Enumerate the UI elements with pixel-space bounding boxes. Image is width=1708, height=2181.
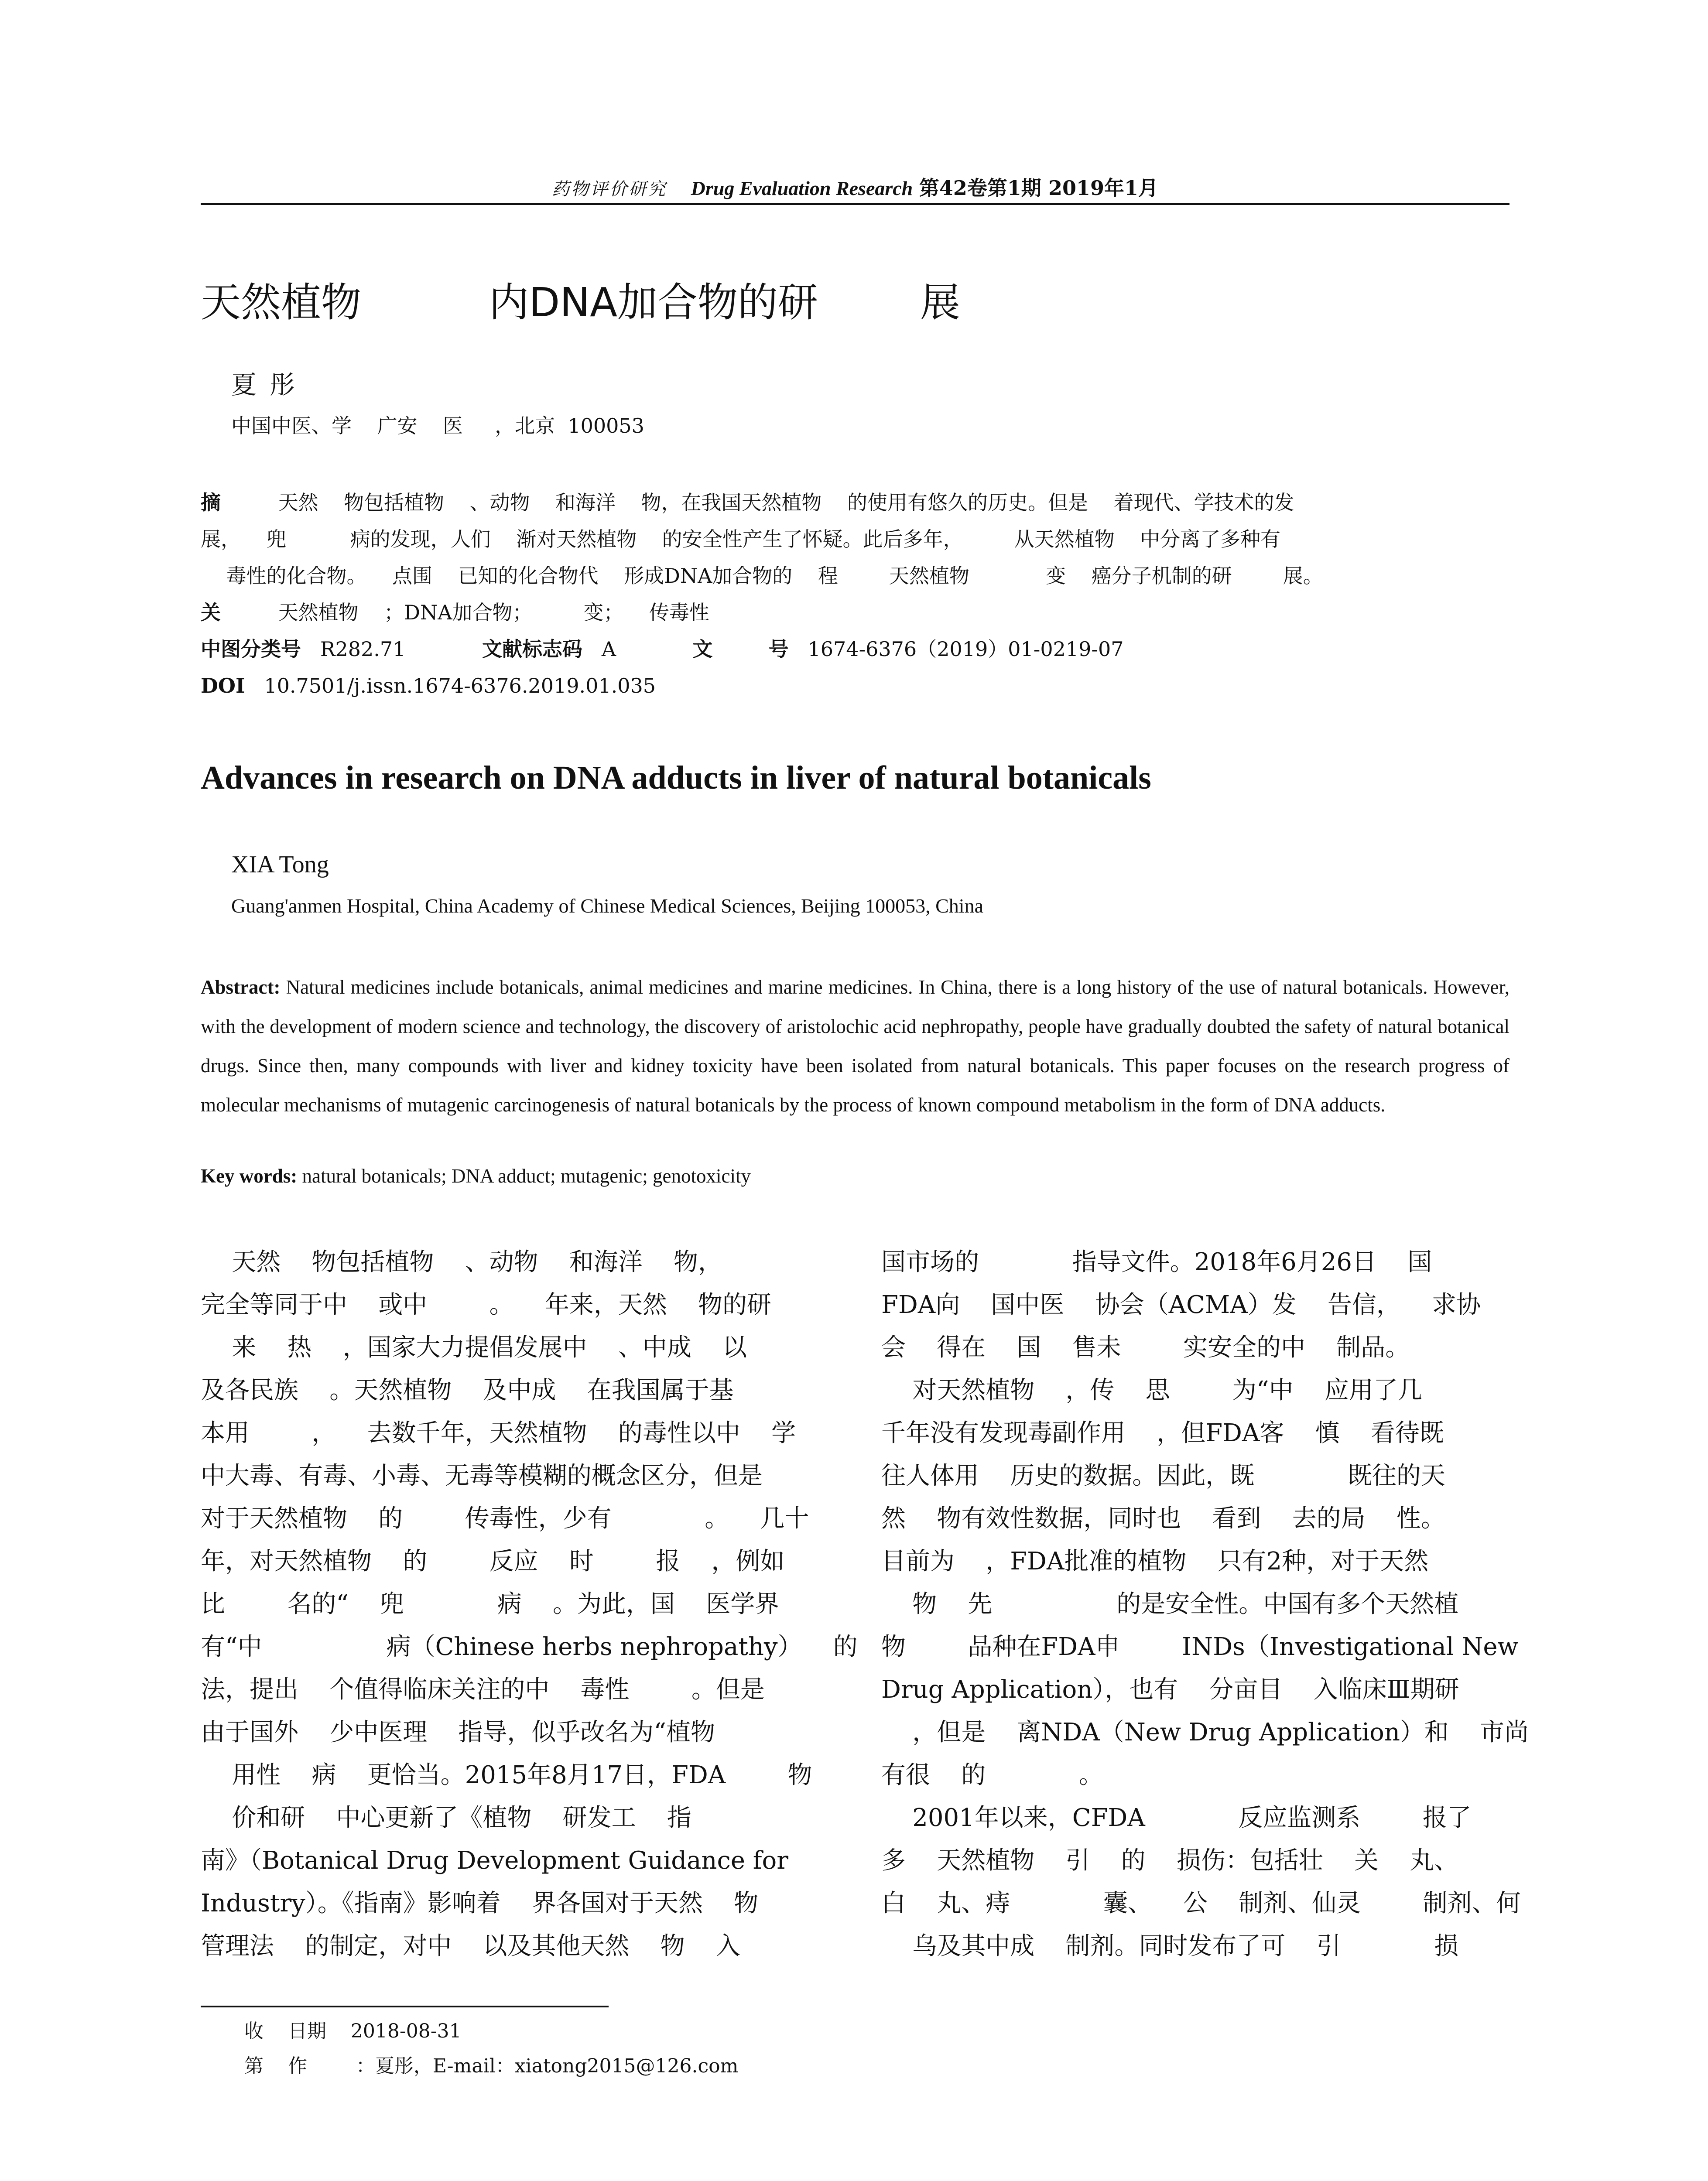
abstract-zh-line: 摘 天然 物包括植物 、动物 和海洋 物，在我国天然植物 的使用有悠久的历史。但是 着现代、学技术的发 — [201, 491, 1294, 514]
body-line: 及各民族 。天然植物 及中成 在我国属于基 — [201, 1376, 734, 1405]
abstract-zh-line: 毒性的化合物。 点围 已知的化合物代 形成DNA加合物的 程 天然植物 变 癌分子机制的研 展。 — [201, 564, 1323, 588]
received-date: 收 日期 2018-08-31 — [244, 2020, 462, 2042]
keywords-en — [201, 1165, 751, 1187]
body-line: ，但是 离NDA（New Drug Application）和 市尚 — [881, 1718, 1529, 1747]
doc-code-value: A — [601, 637, 616, 661]
body-line: 来 热 ，国家大力提倡发展中 、中成 以 — [201, 1333, 747, 1362]
abstract-en-label: Abstract: — [201, 976, 281, 998]
body-line: 南》（Botanical Drug Development Guidance for — [201, 1846, 789, 1875]
body-line: 完全等同于中 或中 。 年来，天然 物的研 — [201, 1291, 772, 1319]
affiliation-en: Guang'anmen Hospital, China Academy of Chinese Medical Sciences, Beijing 100053, China — [231, 895, 983, 917]
body-line: 往人体用 历史的数据。因此，既 既往的天 — [881, 1462, 1445, 1490]
body-line: 对于天然植物 的 传毒性，少有 。 几十 — [201, 1504, 809, 1533]
body-line: 物 先 的是安全性。中国有多个天然植 — [881, 1590, 1459, 1618]
abstract-zh-label: 摘 — [201, 491, 221, 514]
article-number-value: 1674-6376（2019）01-0219-07 — [808, 637, 1124, 661]
body-line: 2001年以来，CFDA 反应监测系 报了 — [881, 1804, 1472, 1832]
keywords-en-label: Key words: — [201, 1165, 298, 1187]
abstract-en — [201, 967, 1509, 1125]
body-line: Drug Application），也有 分亩目 入临床Ⅲ期研 — [881, 1675, 1459, 1704]
body-line: 价和研 中心更新了《植物 研发工 指 — [201, 1804, 691, 1832]
body-line: 然 物有效性数据，同时也 看到 去的局 性。 — [881, 1504, 1445, 1533]
first-author-note: 第 作 ：夏彤，E-mail：xiatong2015@126.com — [244, 2055, 739, 2077]
abstract-en-text: Natural medicines include botanicals, animal medicines and marine medicines. In China, there is a long history of the use of natural botanicals. However, with the development of modern science and technology, the discovery of aristolochic acid nephropathy, people have gradually doubted the safety of natural botanical drugs. Since then, many compounds with liver and kidney toxicity have been isolated from natural botanicals. This paper focuses on the research progress of molecular mechanisms of mutagenic carcinogenesis of natural botanicals by the process of known compound metabolism in the form of DNA adducts. — [201, 976, 1509, 1116]
classification-line — [201, 631, 1509, 667]
author-en: XIA Tong — [231, 851, 329, 878]
footnote-rule — [201, 2006, 609, 2007]
body-line: 天然 物包括植物 、动物 和海洋 物， — [201, 1248, 723, 1276]
body-line: 乌及其中成 制剂。同时发布了可 引 损 — [881, 1932, 1459, 1960]
doi-label: DOI — [201, 674, 245, 697]
journal-logo: 药物评价研究 — [552, 179, 667, 199]
doc-code-label: 文献标志码 — [482, 637, 582, 661]
body-line: 国市场的 指导文件。2018年6月26日 国 — [881, 1248, 1432, 1276]
header-rule — [201, 203, 1509, 205]
body-line: 有很 的 。 — [881, 1761, 1103, 1789]
body-line: 中大毒、有毒、小毒、无毒等模糊的概念区分，但是 — [201, 1462, 763, 1490]
abstract-zh-line: 展， 兜 病的发现，人们 渐对天然植物 的安全性产生了怀疑。此后多年， 从天然植物 中分离了多种有 — [201, 527, 1281, 551]
body-line: FDA向 国中医 协会（ACMA）发 告信， 求协 — [881, 1291, 1481, 1319]
doi-line — [201, 667, 1509, 704]
clc-value: R282.71 — [320, 637, 406, 661]
body-line: 本用 ， 去数千年，天然植物 的毒性以中 学 — [201, 1419, 796, 1447]
body-line: 用性 病 更恰当。2015年8月17日，FDA 物 — [201, 1761, 812, 1789]
body-left-column — [201, 1241, 858, 1968]
affiliation-zh: 中国中医、学 广安 医 ，北京 100053 — [231, 414, 644, 438]
journal-title: Drug Evaluation Research — [691, 177, 913, 199]
clc-label: 中图分类号 — [201, 637, 301, 661]
body-line: Industry）。《指南》影响着 界各国对于天然 物 — [201, 1889, 759, 1918]
body-line: 对天然植物 ，传 思 为“中 应用了几 — [881, 1376, 1422, 1405]
body-line: 目前为 ，FDA批准的植物 只有2种，对于天然 — [881, 1547, 1429, 1576]
keywords-zh: 关 天然植物 ；DNA加合物； 变； 传毒性 — [201, 601, 709, 624]
title-zh: 天然植物 内DNA加合物的研 展 — [201, 279, 960, 326]
issue-info: 第42卷第1期 2019年1月 — [919, 176, 1158, 200]
body-line: 比 名的“ 兜 病 。为此，国 医学界 — [201, 1590, 780, 1618]
keywords-zh-label: 关 — [201, 601, 221, 624]
body-line: 管理法 的制定，对中 以及其他天然 物 入 — [201, 1932, 740, 1960]
body-right-column — [881, 1241, 1529, 1968]
body-line: 法，提出 个值得临床关注的中 毒性 。但是 — [201, 1675, 765, 1704]
body-line: 多 天然植物 引 的 损伤：包括壮 关 丸、 — [881, 1846, 1459, 1875]
author-zh: 夏彤 — [231, 370, 308, 400]
body-line: 会 得在 国 售未 实安全的中 制品。 — [881, 1333, 1410, 1362]
doi-value: 10.7501/j.issn.1674-6376.2019.01.035 — [264, 674, 656, 697]
running-header — [201, 172, 1509, 201]
title-en: Advances in research on DNA adducts in liver of natural botanicals — [201, 759, 1151, 796]
body-line: 由于国外 少中医理 指导，似乎改名为“植物 — [201, 1718, 715, 1747]
body-line: 年，对天然植物 的 反应 时 报 ，例如 — [201, 1547, 785, 1576]
body-line: 有“中 病（Chinese herbs nephropathy） 的 — [201, 1633, 858, 1661]
body-line: 物 品种在FDA申 INDs（Investigational New — [881, 1633, 1519, 1661]
keywords-en-text: natural botanicals; DNA adduct; mutagenic; genotoxicity — [302, 1165, 751, 1187]
body-line: 千年没有发现毒副作用 ，但FDA客 慎 看待既 — [881, 1419, 1444, 1447]
article-number-label: 文 号 — [692, 637, 789, 661]
body-line: 白 丸、痔 囊、 公 制剂、仙灵 制剂、何 — [881, 1889, 1521, 1918]
